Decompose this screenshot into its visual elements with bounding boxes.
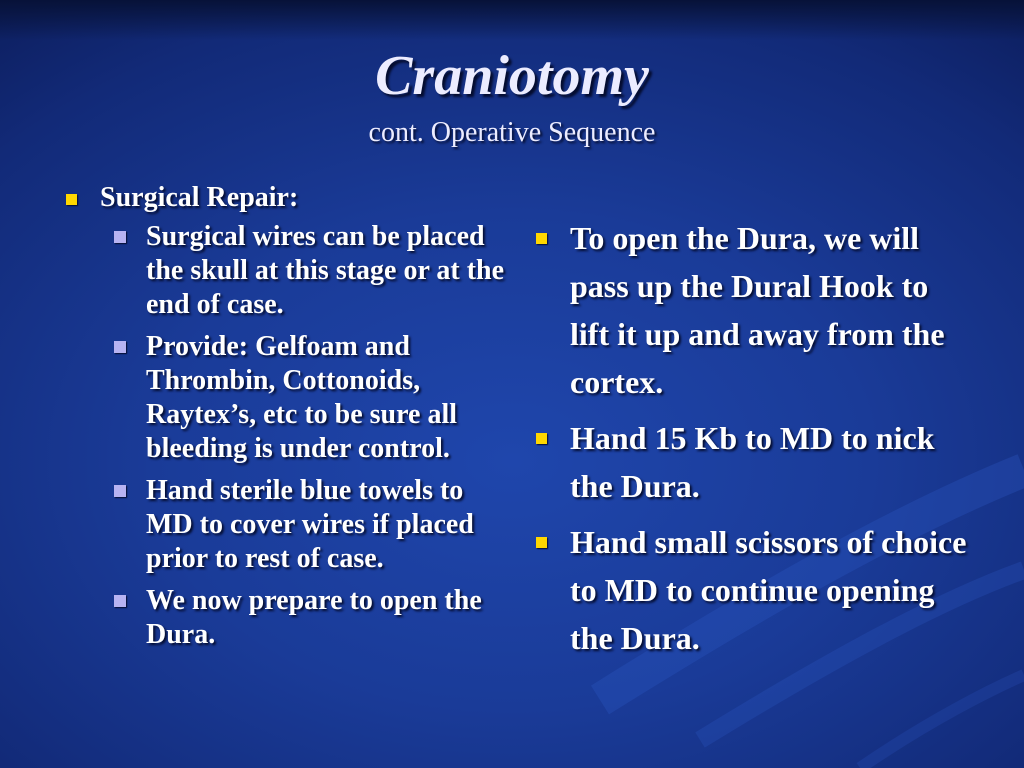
list-item-text: Hand 15 Kb to MD to nick the Dura. — [570, 420, 935, 504]
top-shade — [0, 0, 1024, 40]
square-bullet-icon — [114, 231, 126, 243]
right-bullet-list — [530, 214, 970, 662]
list-item — [530, 518, 970, 662]
sub-list-item — [108, 220, 507, 322]
slide-title: Craniotomy — [375, 45, 649, 107]
square-bullet-icon — [114, 595, 126, 607]
list-item-surgical-repair — [62, 182, 507, 214]
sub-list-item — [108, 474, 507, 576]
right-column — [530, 214, 970, 670]
left-column — [62, 182, 507, 660]
list-item-text: Surgical wires can be placed the skull at this stage or at the end of case. — [146, 221, 505, 320]
square-bullet-icon — [536, 537, 547, 548]
list-item-text: Provide: Gelfoam and Thrombin, Cottonoids, Raytex’s, etc to be sure all bleeding is under control. — [146, 331, 458, 464]
list-item-text: Surgical Repair: — [100, 182, 299, 213]
list-item — [530, 214, 970, 406]
list-item-text: To open the Dura, we will pass up the Dural Hook to lift it up and away from the cortex. — [570, 220, 945, 400]
slide-subtitle: cont. Operative Sequence — [368, 117, 656, 148]
list-item-text: We now prepare to open the Dura. — [146, 585, 482, 650]
square-bullet-icon — [66, 194, 77, 205]
square-bullet-icon — [114, 485, 126, 497]
sub-list-item — [108, 584, 507, 652]
square-bullet-icon — [536, 433, 547, 444]
list-item — [530, 414, 970, 510]
square-bullet-icon — [536, 233, 547, 244]
list-item-text: Hand sterile blue towels to MD to cover wires if placed prior to rest of case. — [146, 475, 474, 574]
left-sub-bullet-list — [108, 220, 507, 652]
square-bullet-icon — [114, 341, 126, 353]
left-bullet-list — [62, 182, 507, 214]
list-item-text: Hand small scissors of choice to MD to continue opening the Dura. — [570, 524, 967, 656]
sub-list-item — [108, 330, 507, 466]
